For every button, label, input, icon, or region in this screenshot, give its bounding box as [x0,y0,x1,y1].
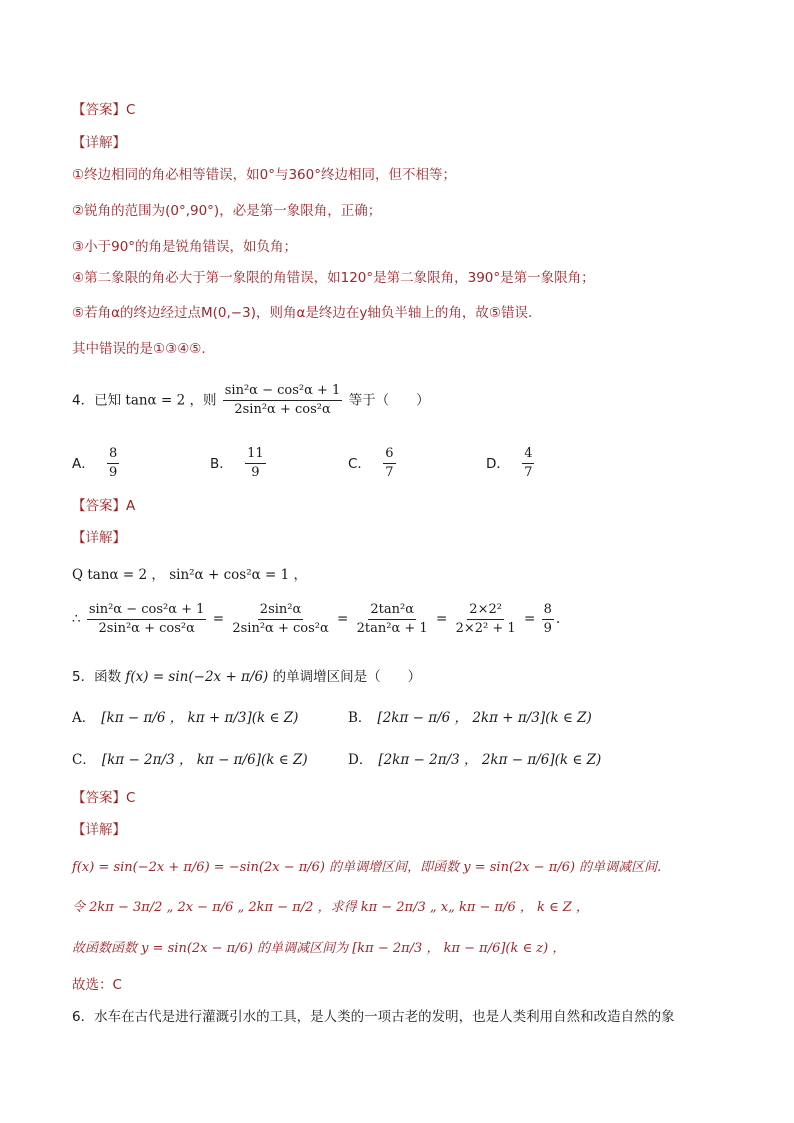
option-label: C． [72,752,96,768]
option-den: 9 [251,465,260,480]
q4-stem-numerator: sin²α − cos²α + 1 [223,383,343,401]
answer-label: 【答案】 [72,790,126,806]
q4-stem-condition: tanα = 2 [125,392,186,409]
option-text: [kπ − π/6 ， kπ + π/3](k ∈ Z) [101,710,299,726]
q4-stem-prefix: 4．已知 [72,392,122,409]
q3-item-5: ⑤若角α的终边经过点M(0,−3)，则角α是终边在y轴负半轴上的角，故⑤错误． [72,305,542,321]
q4-answer [72,496,135,516]
option-num: 4 [522,446,534,464]
answer-value: C [126,790,136,806]
eq-num: 2sin²α [258,602,303,620]
q4-stem-suffix: 等于（ ） [348,392,430,409]
q4-stem-denominator: 2sin²α + cos²α [234,402,331,417]
q4-option-c[interactable] [348,446,398,481]
q3-item-4: ④第二象限的角必大于第一象限的角错误，如120°是第二象限角，390°是第一象限角； [72,270,595,286]
q4-detail-label: 【详解】 [72,530,126,546]
eq-num: 2tan²α [368,602,416,620]
q5-detail-line-3: 故函数函数 y = sin(2x − π/6) 的单调减区间为 [kπ − 2π/3 ， kπ − π/6](k ∈ z) ， [72,941,566,956]
q4-detail-line-1: Q tanα = 2 ， sin²α + cos²α = 1 ， [72,567,307,583]
answer-label: 【答案】 [72,102,126,118]
q3-conclusion: 其中错误的是①③④⑤. [72,341,206,357]
eq-den: 9 [543,621,552,636]
q4-stem [72,383,430,418]
q5-detail-line-1: f(x) = sin(−2x + π/6) = −sin(2x − π/6) 的单调增区间，即函数 y = sin(2x − π/6) 的单调减区间. [72,860,662,875]
option-text: [2kπ − 2π/3 ， 2kπ − π/6](k ∈ Z) [378,752,602,768]
q5-stem [72,667,421,687]
answer-label: 【答案】 [72,498,126,514]
option-fraction [245,446,266,481]
option-label: C． [348,455,371,472]
option-num: 8 [107,446,119,464]
q5-stem-prefix: 5．函数 [72,669,122,685]
q4-detail-equation: ∴ $\frac{\text{sin²α − cos²α + 1}}{\text{2sin²α + cos²α}}$ = $\frac{\text{2sin²α}}{\text{2sin²α + cos²α}}$ = $\frac{\text{2tan²α}}{\text{2tan²α + 1}}$ = $\frac{\text{2×2²}}{\text{2×2² + 1}}$ = $\frac{8}{9}$ . [72,602,561,636]
option-label: D． [348,752,373,768]
option-num: 6 [383,446,395,464]
q4-option-b[interactable] [210,446,268,481]
option-den: 9 [109,465,118,480]
eq-num: 2×2² [467,602,504,620]
eq-end: . [555,611,561,627]
eq-fraction-3 [355,602,430,637]
q5-stem-function: f(x) = sin(−2x + π/6) [125,669,269,685]
q5-select [72,975,122,995]
q5-answer [72,788,135,808]
therefore-symbol: ∴ [72,611,81,627]
q3-answer [72,100,135,120]
option-fraction [107,446,119,481]
q3-item-1: ①终边相同的角必相等错误，如0°与360°终边相同，但不相等； [72,167,456,183]
select-value: C [112,977,122,993]
q4-option-a[interactable] [72,446,121,481]
q4-stem-then: ，则 [189,392,217,409]
eq-fraction-2 [230,602,330,637]
q5-detail-label: 【详解】 [72,822,126,838]
answer-value: C [126,102,136,118]
answer-value: A [126,498,136,514]
option-text: [kπ − 2π/3 ， kπ − π/6](k ∈ Z) [101,752,308,768]
option-label: B． [348,710,372,726]
q3-item-2: ②锐角的范围为(0°,90°)，必是第一象限角，正确； [72,203,382,219]
q5-option-c[interactable] [72,750,308,770]
option-label: B． [210,455,233,472]
option-text: [2kπ − π/6 ， 2kπ + π/3](k ∈ Z) [377,710,592,726]
option-label: A． [72,455,95,472]
option-label: D． [486,455,510,472]
q5-option-d[interactable] [348,750,601,770]
eq-den: 2tan²α + 1 [356,621,428,636]
eq-den: 2sin²α + cos²α [232,621,329,636]
option-den: 7 [385,465,394,480]
eq-fraction-5 [542,602,554,637]
q3-detail-label: 【详解】 [72,135,126,151]
q4-stem-fraction [223,383,343,418]
eq-fraction-4 [454,602,518,637]
option-den: 7 [524,465,533,480]
select-label: 故选： [72,977,113,993]
option-fraction [383,446,395,481]
option-num: 11 [245,446,266,464]
option-label: A． [72,710,96,726]
q6-stem: 6．水车在古代是进行灌溉引水的工具，是人类的一项古老的发明，也是人类利用自然和改造自然的象 [72,1009,675,1025]
eq-den: 2×2² + 1 [455,621,516,636]
eq-fraction-1 [87,602,207,637]
q5-stem-suffix: 的单调增区间是（ ） [272,669,422,685]
q5-option-b[interactable] [348,708,592,728]
q4-option-d[interactable] [486,446,536,481]
eq-den: 2sin²α + cos²α [98,621,195,636]
eq-num: sin²α − cos²α + 1 [87,602,207,620]
option-fraction [522,446,534,481]
q5-detail-line-2: 令 2kπ − 3π/2 „ 2x − π/6 „ 2kπ − π/2 ，求得 kπ − 2π/3 „ x„ kπ − π/6 ， k ∈ Z ， [72,900,589,915]
q5-option-a[interactable] [72,708,298,728]
q3-item-3: ③小于90°的角是锐角错误，如负角； [72,239,298,255]
eq-num: 8 [542,602,554,620]
